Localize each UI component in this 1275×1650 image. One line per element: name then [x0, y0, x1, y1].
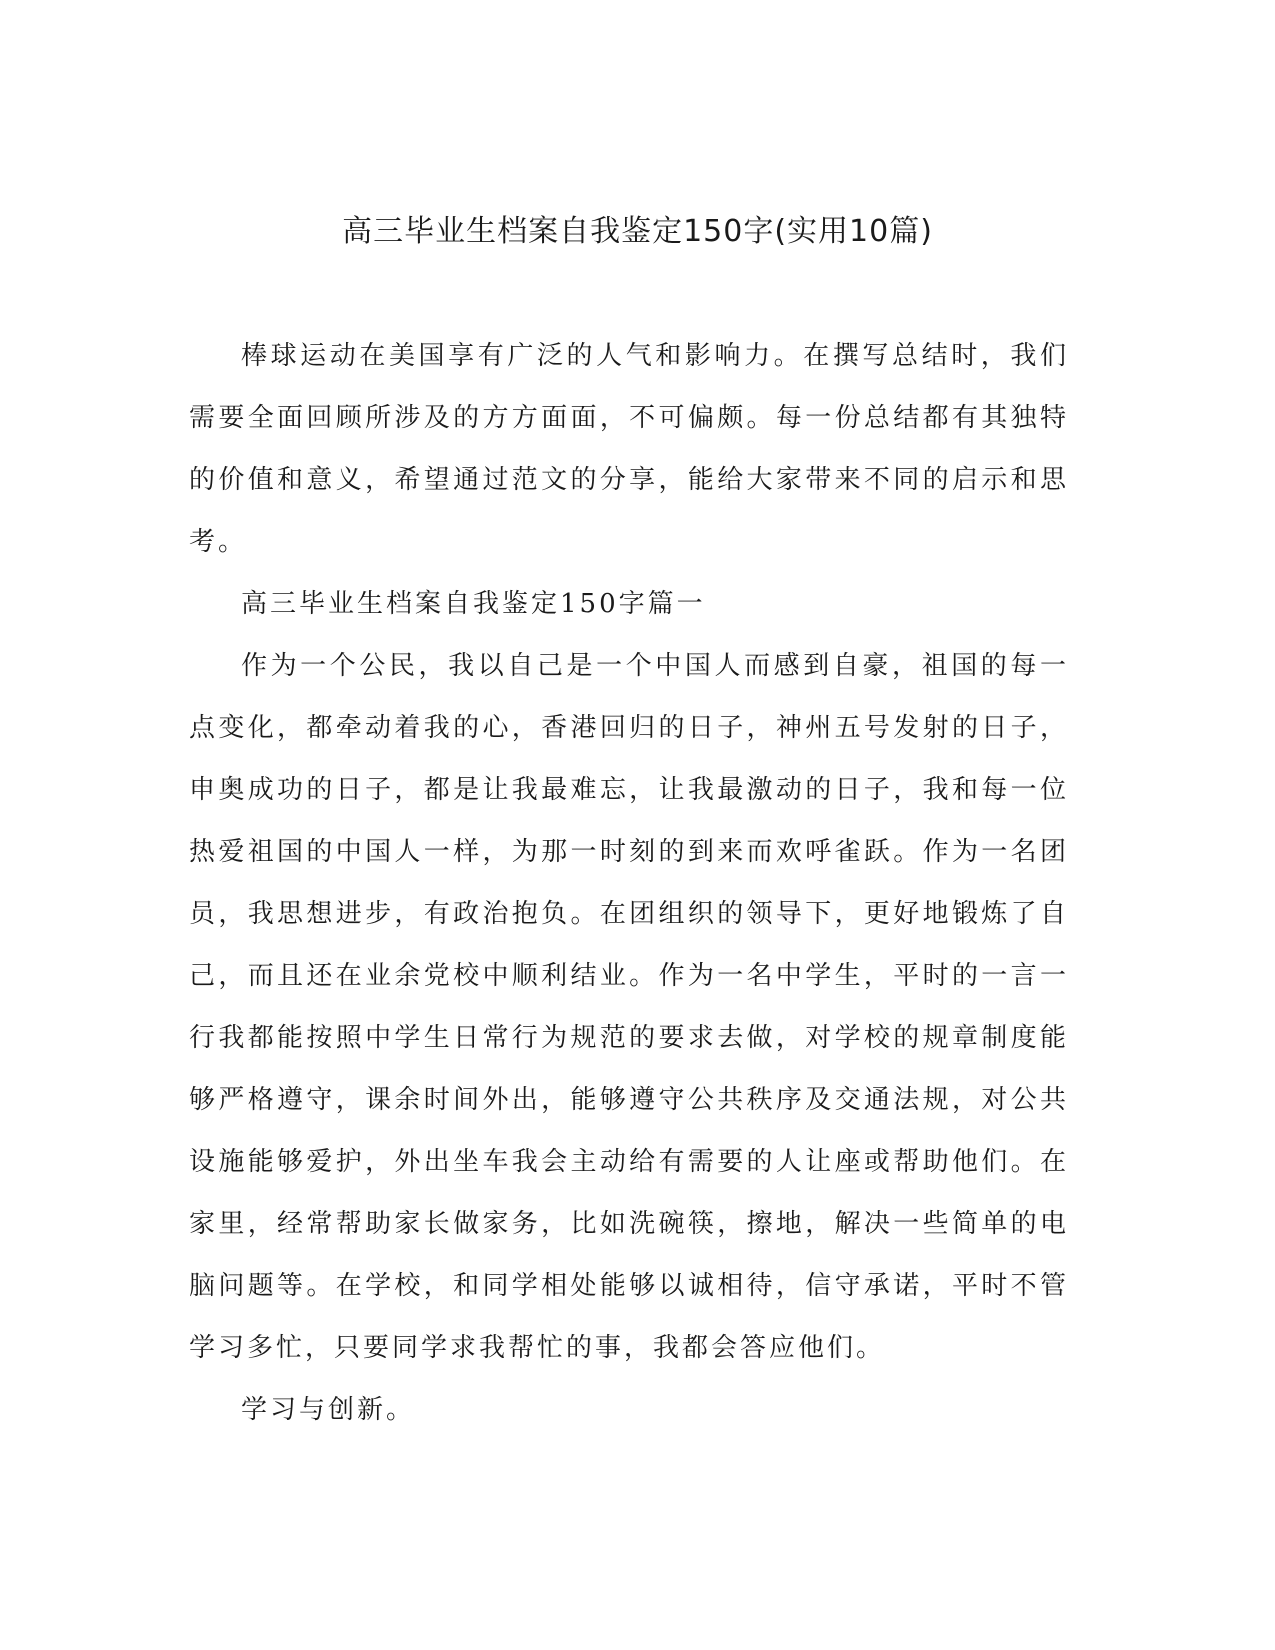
body-paragraph: 作为一个公民，我以自己是一个中国人而感到自豪，祖国的每一点变化，都牵动着我的心，香港回归的日子，神州五号发射的日子，申奥成功的日子，都是让我最难忘，让我最激动的日子，我和每一位热爱祖国的中国人一样，为那一时刻的到来而欢呼雀跃。作为一名团员，我思想进步，有政治抱负。在团组织的领导下，更好地锻炼了自己，而且还在业余党校中顺利结业。作为一名中学生，平时的一言一行我都能按照中学生日常行为规范的要求去做，对学校的规章制度能够严格遵守，课余时间外出，能够遵守公共秩序及交通法规，对公共设施能够爱护，外出坐车我会主动给有需要的人让座或帮助他们。在家里，经常帮助家长做家务，比如洗碗筷，擦地，解决一些简单的电脑问题等。在学校，和同学相处能够以诚相待，信守承诺，平时不管学习多忙，只要同学求我帮忙的事，我都会答应他们。: [189, 651, 1069, 1363]
section-heading: 高三毕业生档案自我鉴定150字篇一: [241, 589, 706, 619]
document-body: [189, 325, 1069, 1441]
document-title: 高三毕业生档案自我鉴定150字(实用10篇): [342, 214, 933, 249]
body-paragraph: 学习与创新。: [241, 1395, 416, 1425]
intro-paragraph: 棒球运动在美国享有广泛的人气和影响力。在撰写总结时，我们需要全面回顾所涉及的方方面面，不可偏颇。每一份总结都有其独特的价值和意义，希望通过范文的分享，能给大家带来不同的启示和思考。: [189, 341, 1069, 557]
